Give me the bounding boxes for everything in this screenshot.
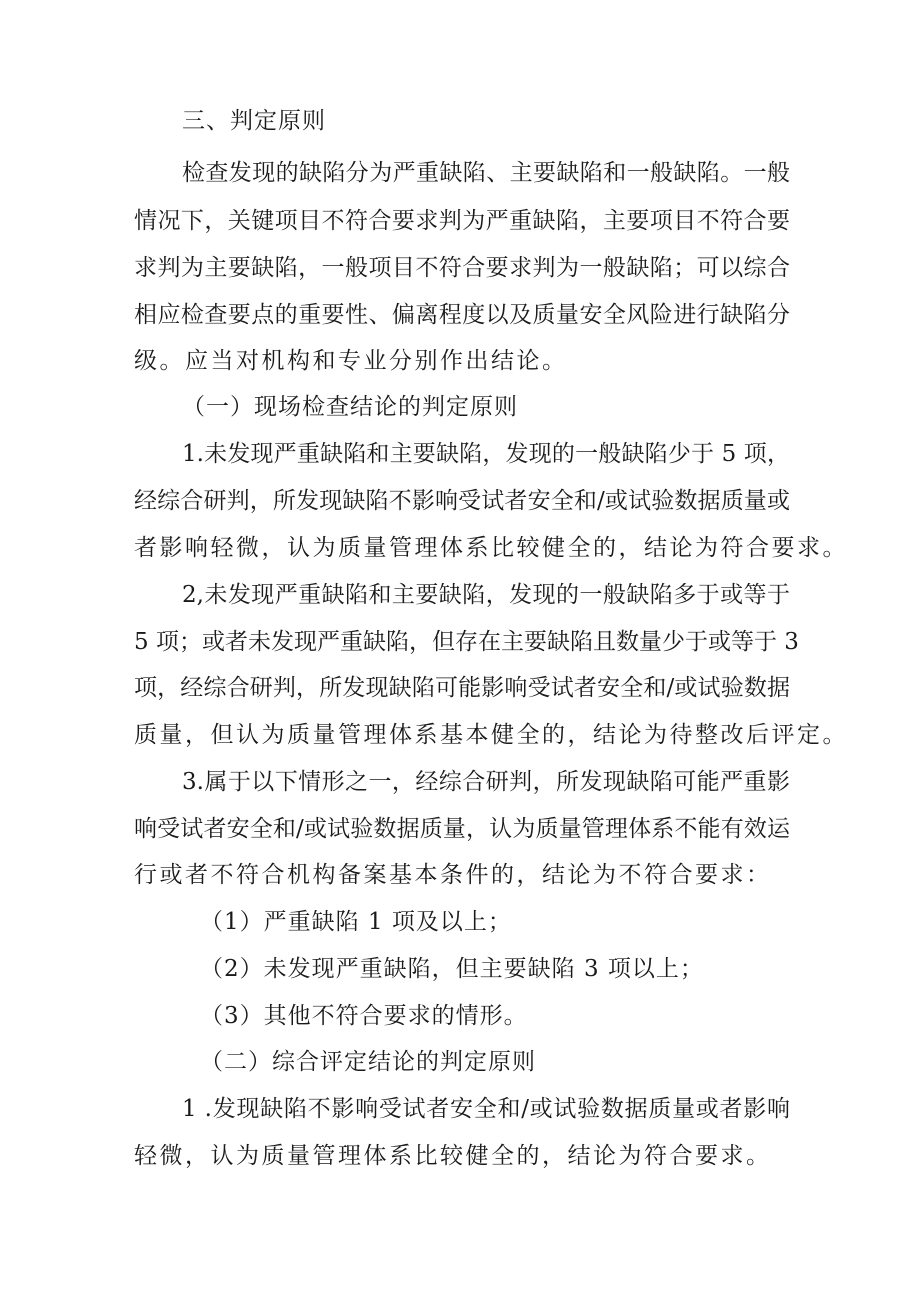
intro-line-4: 相应检查要点的重要性、偏离程度以及质量安全风险进行缺陷分 — [134, 302, 790, 328]
item3-line-3: 行或者不符合机构备案基本条件的，结论为不符合要求： — [134, 862, 772, 888]
item2-line-2: 5 项；或者未发现严重缺陷，但存在主要缺陷且数量少于或等于 3 — [134, 629, 799, 655]
item3-subitem-3: （3）其他不符合要求的情形。 — [200, 1003, 528, 1029]
item2-line-3: 项，经综合研判，所发现缺陷可能影响受试者安全和/或试验数据 — [134, 675, 790, 701]
section2-item1-line-1: 1 .发现缺陷不影响受试者安全和/或试验数据质量或者影响 — [182, 1096, 790, 1122]
item1-line-1: 1.未发现严重缺陷和主要缺陷，发现的一般缺陷少于 5 项， — [182, 441, 790, 467]
item1-line-3: 者影响轻微，认为质量管理体系比较健全的，结论为符合要求。 — [134, 535, 848, 561]
subsection-title-1: （一）现场检查结论的判定原则 — [182, 394, 518, 420]
item3-subitem-1: （1）严重缺陷 1 项及以上； — [200, 909, 512, 935]
section-heading: 三、判定原则 — [182, 108, 326, 134]
item2-line-4: 质量，但认为质量管理体系基本健全的，结论为待整改后评定。 — [134, 722, 848, 748]
intro-line-1: 检查发现的缺陷分为严重缺陷、主要缺陷和一般缺陷。一般 — [182, 160, 790, 186]
item1-line-2: 经综合研判，所发现缺陷不影响受试者安全和/或试验数据质量或 — [134, 488, 790, 514]
section2-item1-line-2: 轻微，认为质量管理体系比较健全的，结论为符合要求。 — [134, 1143, 772, 1169]
item3-line-1: 3.属于以下情形之一，经综合研判，所发现缺陷可能严重影 — [182, 769, 790, 795]
subsection-title-2: （二）综合评定结论的判定原则 — [200, 1049, 536, 1075]
intro-line-3: 求判为主要缺陷，一般项目不符合要求判为一般缺陷；可以综合 — [134, 255, 790, 281]
item3-subitem-2: （2）未发现严重缺陷，但主要缺陷 3 项以上； — [200, 956, 704, 982]
intro-line-5: 级。应当对机构和专业分别作出结论。 — [134, 348, 568, 374]
item3-line-2: 响受试者安全和/或试验数据质量，认为质量管理体系不能有效运 — [134, 816, 790, 842]
intro-line-2: 情况下，关键项目不符合要求判为严重缺陷，主要项目不符合要 — [134, 208, 790, 234]
item2-line-1: 2,未发现严重缺陷和主要缺陷，发现的一般缺陷多于或等于 — [182, 582, 790, 608]
